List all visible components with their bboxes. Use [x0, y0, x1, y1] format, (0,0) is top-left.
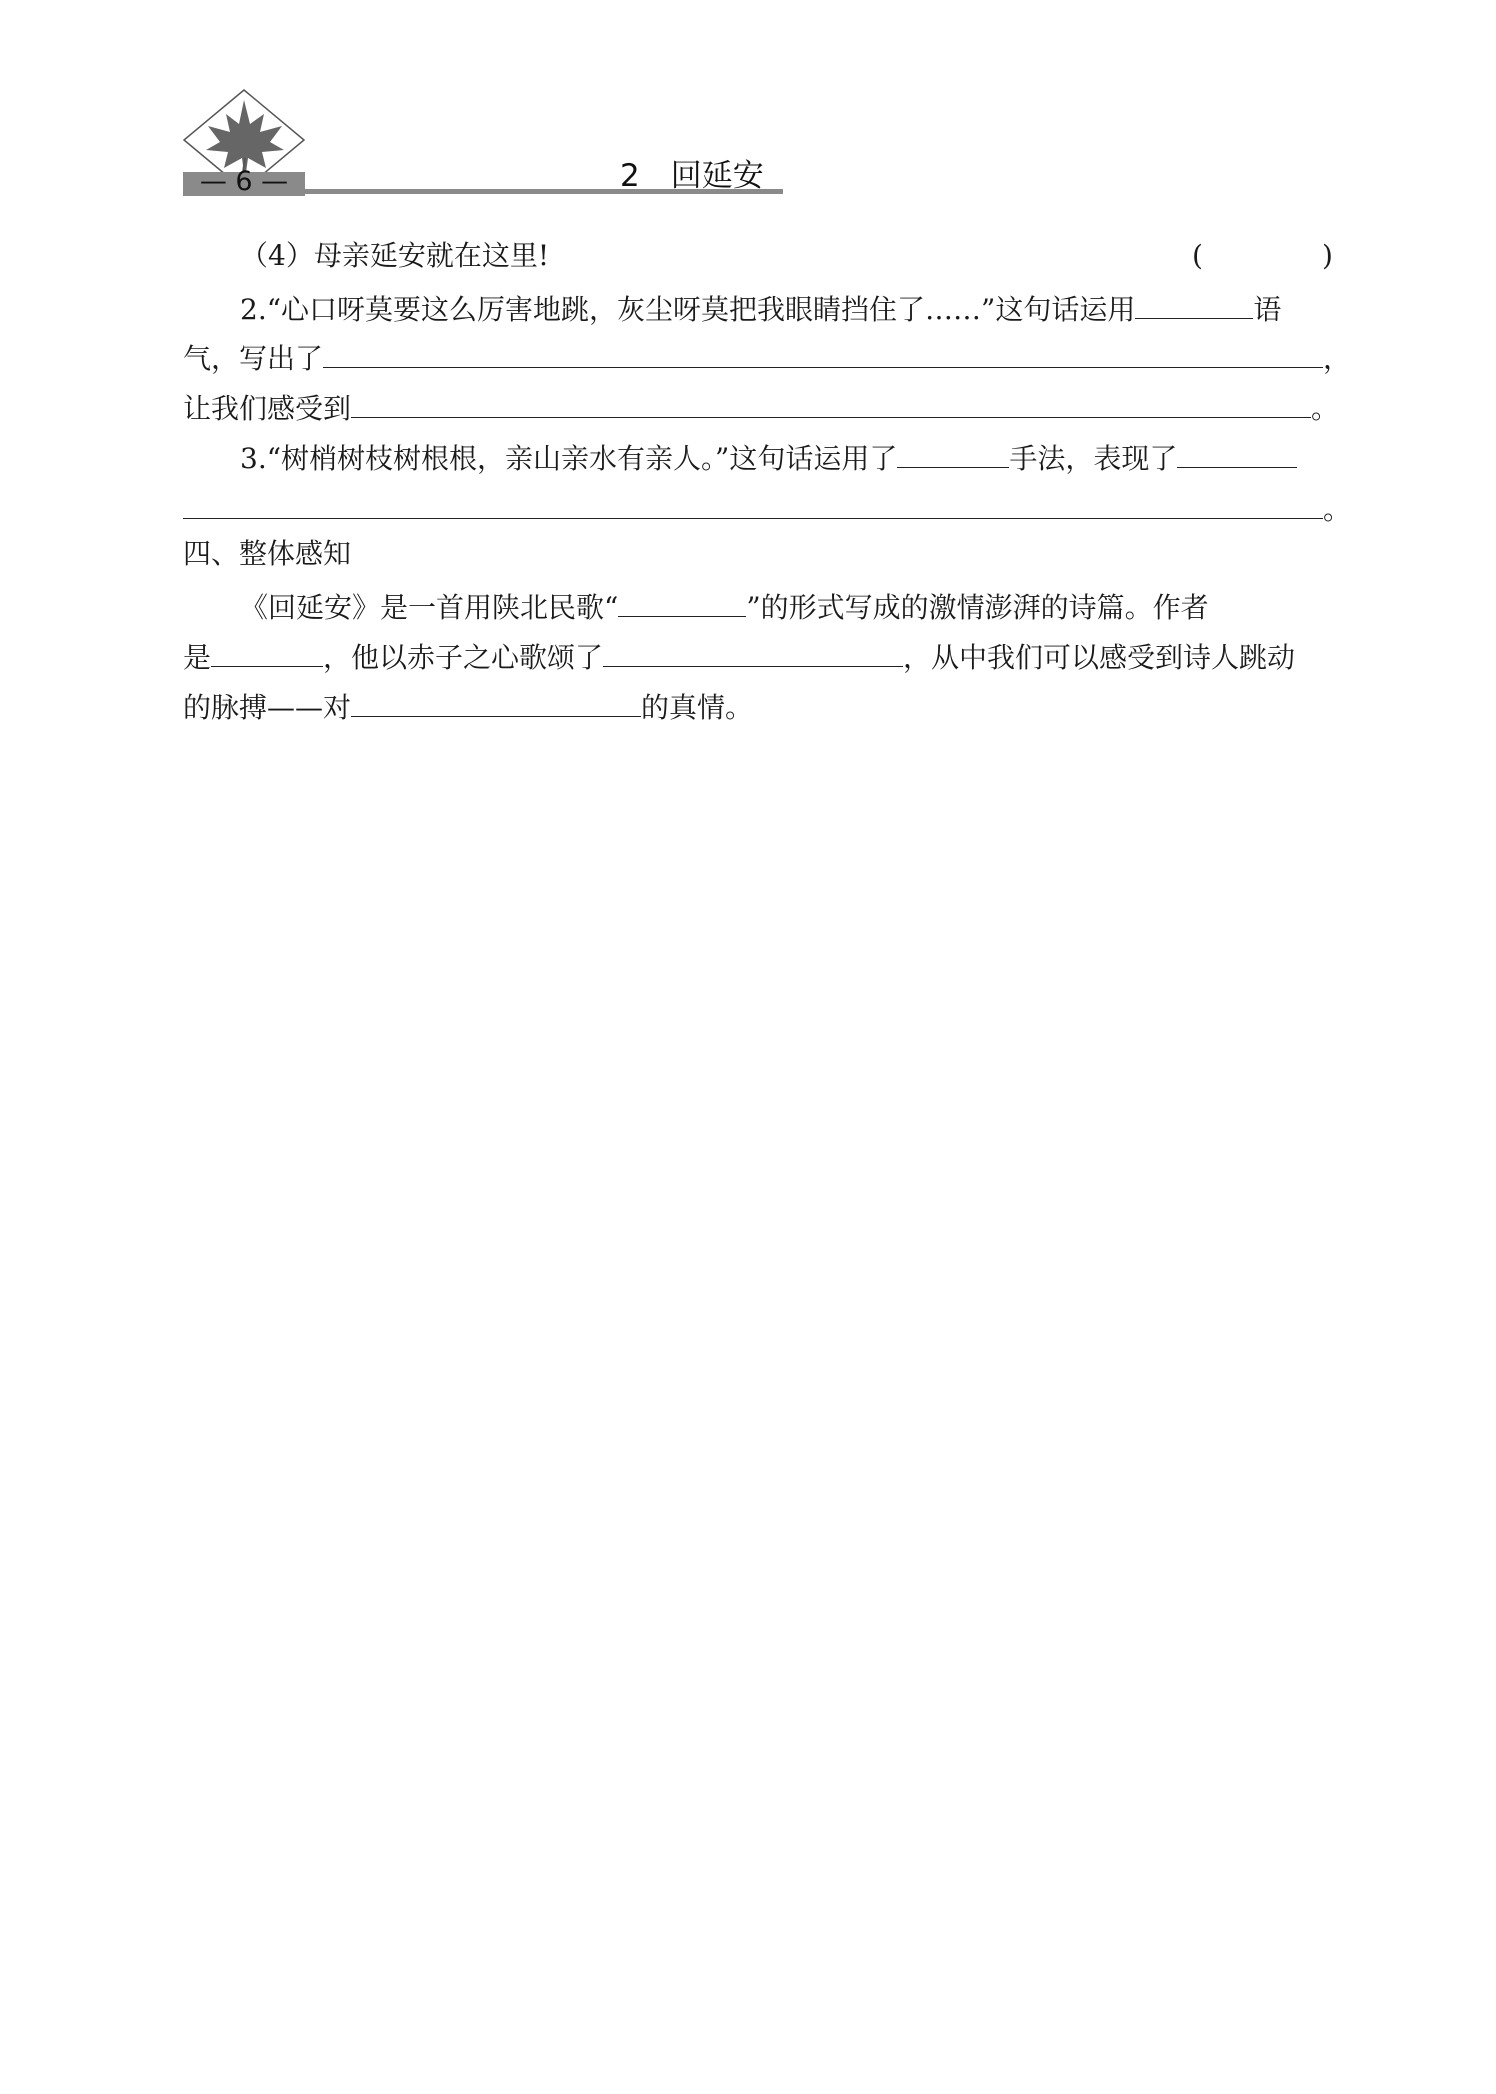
- answer-blank[interactable]: [183, 488, 1323, 519]
- answer-blank[interactable]: [351, 387, 1311, 418]
- question-3-line-2: [183, 488, 1351, 528]
- section-4-text: 《回延安》是一首用陕北民歌“: [240, 591, 619, 624]
- question-2-line-2: [183, 337, 1351, 377]
- answer-paren-close: ): [1322, 239, 1333, 272]
- question-2-text-end: 语: [1253, 293, 1282, 326]
- section-4-line-2-mid: ，他以赤子之心歌颂了: [323, 641, 604, 674]
- question-2-line-3: [183, 387, 1339, 427]
- answer-blank[interactable]: [1135, 288, 1253, 319]
- answer-blank[interactable]: [323, 337, 1323, 368]
- answer-blank[interactable]: [603, 636, 903, 667]
- question-3-text-mid: 手法，表现了: [1009, 442, 1178, 475]
- chapter-title: 2 回延安: [620, 158, 764, 194]
- section-4-line-3-start: 的脉搏——对: [183, 691, 352, 724]
- section-4-line-3: [183, 686, 753, 726]
- question-3-line-1: [240, 437, 1297, 477]
- question-2-text: 2.“心口呀莫要这么厉害地跳，灰尘呀莫把我眼睛挡住了……”这句话运用: [240, 293, 1136, 326]
- answer-blank[interactable]: [211, 636, 323, 667]
- answer-blank[interactable]: [897, 437, 1009, 468]
- question-2-line-2-prefix: 气，写出了: [183, 342, 324, 375]
- question-4-item: （4）母亲延安就在这里!: [240, 239, 550, 272]
- section-4-line-2-end: ，从中我们可以感受到诗人跳动: [903, 641, 1296, 674]
- section-4-text-cont: ”的形式写成的激情澎湃的诗篇。作者: [746, 591, 1209, 624]
- section-4-line-3-end: 的真情。: [641, 691, 754, 724]
- page-number: — 6 —: [199, 166, 289, 197]
- question-3-line-2-suffix: 。: [1323, 493, 1352, 526]
- answer-blank[interactable]: [351, 686, 641, 717]
- answer-blank[interactable]: [1177, 437, 1297, 468]
- section-4-heading: 四、整体感知: [183, 537, 352, 570]
- section-4-line-2-start: 是: [183, 641, 212, 674]
- question-2-line-2-suffix: ，: [1323, 342, 1352, 375]
- section-4-line-1: [240, 586, 1209, 626]
- answer-paren-open: (: [1192, 239, 1203, 272]
- section-4-line-2: [183, 636, 1295, 676]
- question-2-line-3-prefix: 让我们感受到: [183, 392, 352, 425]
- question-2-line-3-suffix: 。: [1311, 392, 1340, 425]
- question-2-line-1: [240, 288, 1281, 328]
- question-3-text: 3.“树梢树枝树根根，亲山亲水有亲人。”这句话运用了: [240, 442, 898, 475]
- answer-blank[interactable]: [618, 586, 746, 617]
